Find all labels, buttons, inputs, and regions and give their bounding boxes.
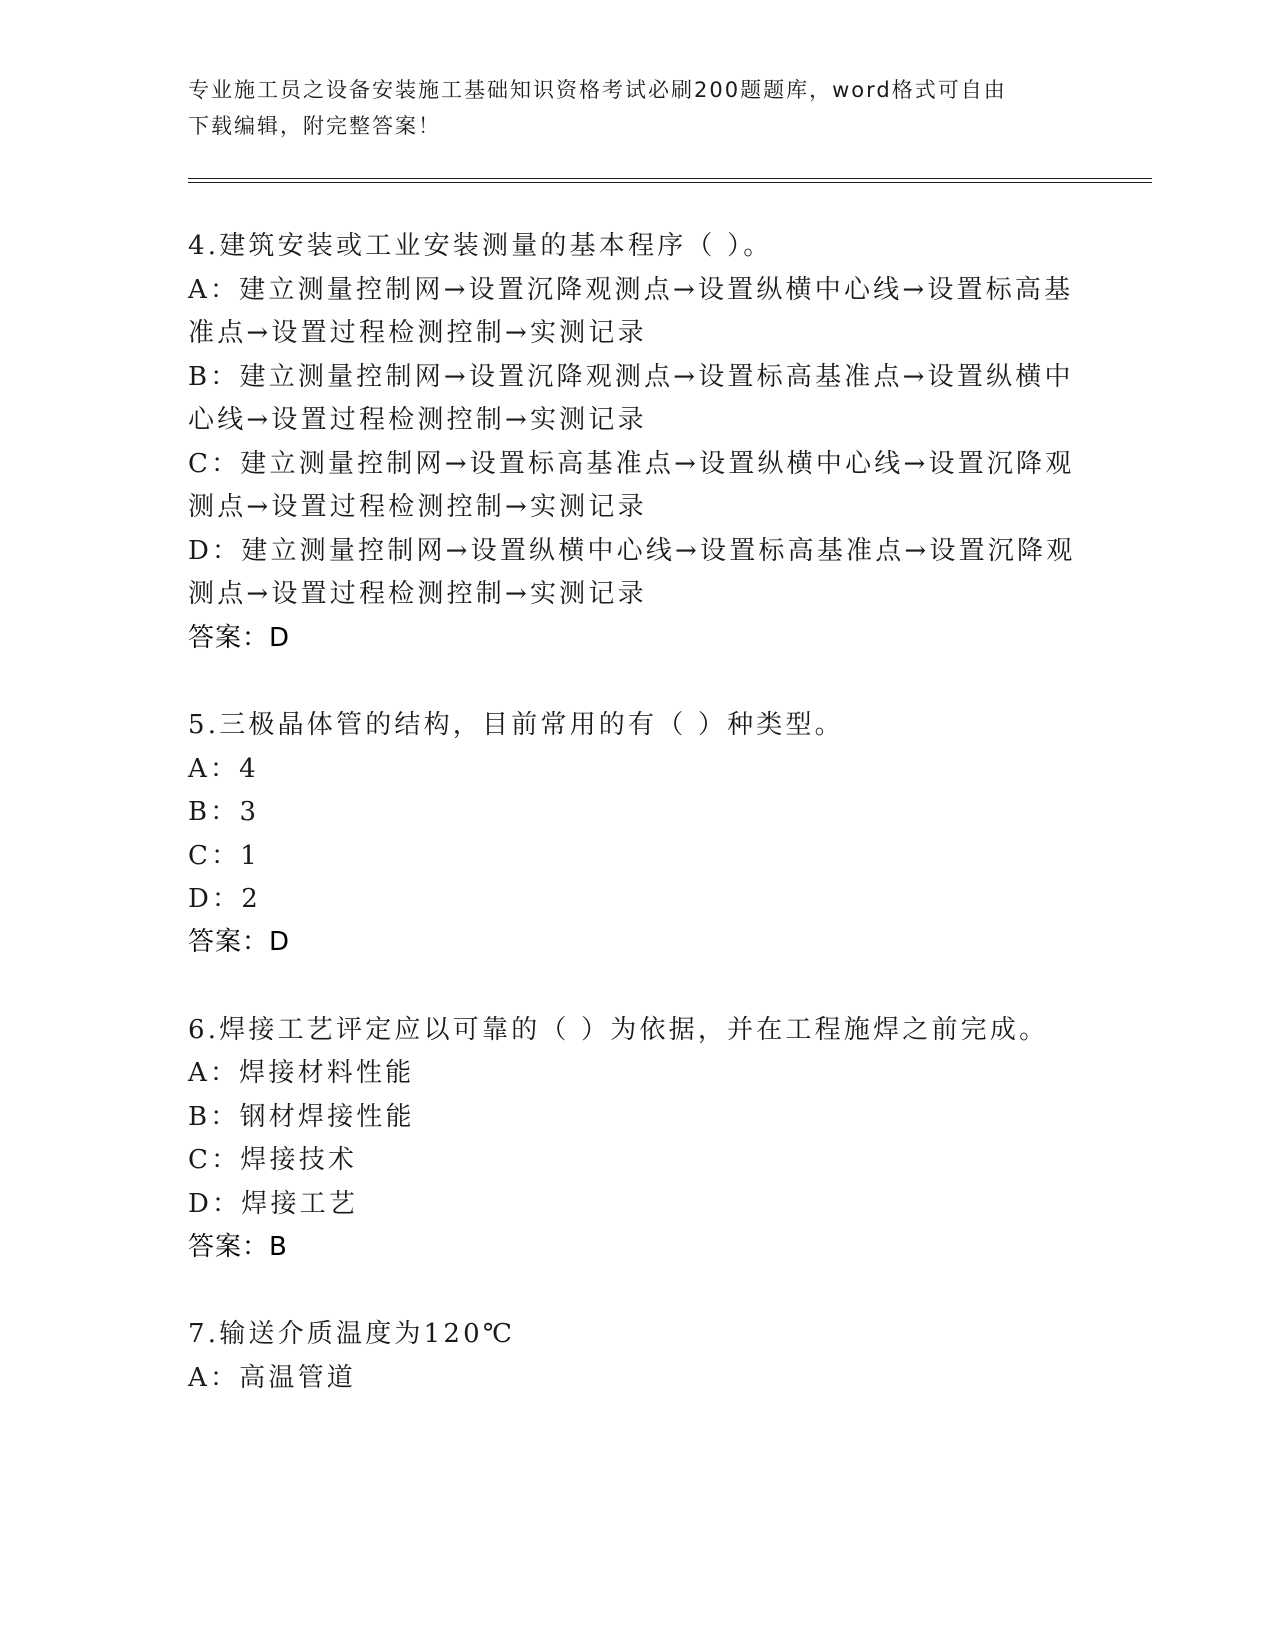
question-7-option-a: A：高温管道 [188, 1363, 356, 1393]
question-4-answer: 答案：D [188, 623, 291, 653]
question-5-option-d: D：2 [188, 884, 261, 914]
question-4-option-c-cont: 测点→设置过程检测控制→实测记录 [188, 492, 647, 522]
question-7-stem: 7.输送介质温度为120℃ [188, 1319, 516, 1349]
question-4-option-a-cont: 准点→设置过程检测控制→实测记录 [188, 318, 647, 348]
header-divider-bottom [188, 182, 1152, 183]
question-4-stem: 4.建筑安装或工业安装测量的基本程序（ ）。 [188, 231, 773, 261]
question-5-option-c: C：1 [188, 841, 261, 871]
question-4-option-d: D：建立测量控制网→设置纵横中心线→设置标高基准点→设置沉降观 [188, 536, 1076, 566]
question-6-answer: 答案：B [188, 1232, 288, 1262]
question-4-option-b: B：建立测量控制网→设置沉降观测点→设置标高基准点→设置纵横中 [188, 362, 1074, 392]
question-5-option-a: A：4 [188, 754, 259, 784]
document-header [188, 72, 1088, 144]
question-4-option-a: A：建立测量控制网→设置沉降观测点→设置纵横中心线→设置标高基 [188, 275, 1074, 305]
header-divider-top [188, 178, 1152, 179]
question-6-option-d: D：焊接工艺 [188, 1189, 359, 1219]
header-title-line-1: 专业施工员之设备安装施工基础知识资格考试必刷200题题库，word格式可自由 [188, 78, 1007, 102]
question-6-stem: 6.焊接工艺评定应以可靠的（ ）为依据，并在工程施焊之前完成。 [188, 1015, 1049, 1045]
question-5-option-b: B：3 [188, 797, 260, 827]
question-6-option-c: C：焊接技术 [188, 1145, 358, 1175]
question-6-option-b: B：钢材焊接性能 [188, 1102, 415, 1132]
question-5-stem: 5.三极晶体管的结构，目前常用的有（ ）种类型。 [188, 710, 844, 740]
question-4-option-d-cont: 测点→设置过程检测控制→实测记录 [188, 579, 647, 609]
question-6-option-a: A：焊接材料性能 [188, 1058, 415, 1088]
question-5-answer: 答案：D [188, 927, 291, 957]
question-4-option-b-cont: 心线→设置过程检测控制→实测记录 [188, 405, 647, 435]
question-4-option-c: C：建立测量控制网→设置标高基准点→设置纵横中心线→设置沉降观 [188, 449, 1075, 479]
header-title-line-2: 下载编辑，附完整答案！ [188, 114, 441, 138]
